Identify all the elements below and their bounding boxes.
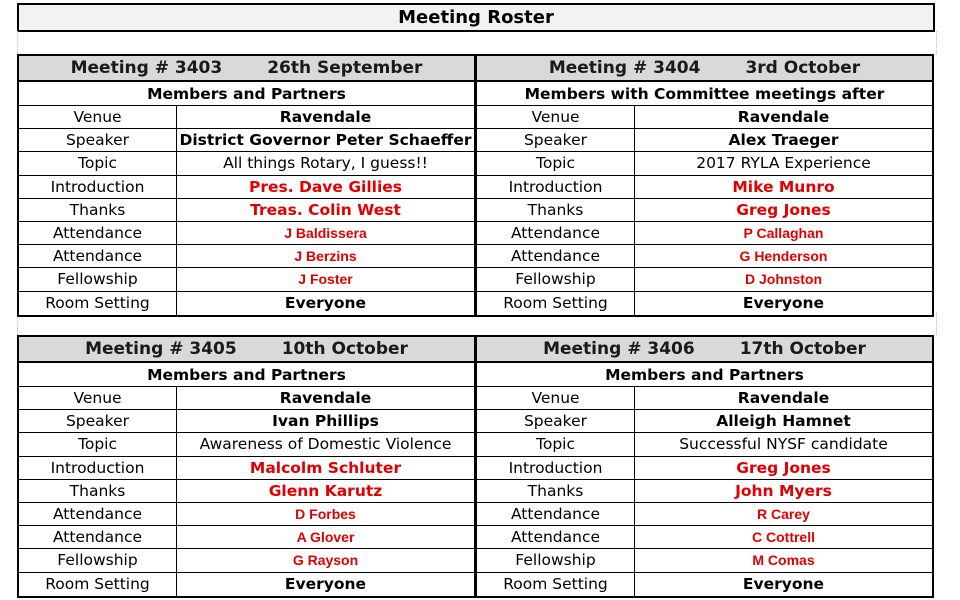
row-introduction	[19, 457, 474, 480]
label-introduction: Introduction	[477, 457, 635, 479]
meeting-block	[17, 335, 476, 598]
value-attendance-1: R Carey	[757, 506, 810, 523]
value-venue: Ravendale	[737, 108, 830, 127]
row-speaker	[19, 410, 474, 433]
value-introduction: Mike Munro	[732, 177, 835, 196]
value-attendance-2: C Cottrell	[752, 529, 815, 546]
label-venue: Venue	[19, 106, 177, 128]
value-thanks: Glenn Karutz	[268, 481, 383, 500]
label-attendance: Attendance	[19, 503, 177, 525]
value-speaker: Alex Traeger	[728, 131, 839, 150]
meeting-header	[477, 337, 932, 363]
meeting-date: 26th September	[267, 58, 423, 78]
row-attendance-1	[477, 222, 932, 245]
meeting-header	[19, 56, 474, 82]
label-speaker: Speaker	[477, 129, 635, 151]
row-venue	[477, 387, 932, 410]
label-attendance: Attendance	[19, 526, 177, 548]
label-speaker: Speaker	[477, 410, 635, 432]
value-fellowship: D Johnston	[745, 271, 822, 288]
row-speaker	[477, 129, 932, 152]
label-thanks: Thanks	[477, 199, 635, 221]
row-room-setting	[19, 292, 474, 315]
value-attendance-1: J Baldissera	[284, 225, 367, 242]
row-topic	[19, 152, 474, 175]
row-speaker	[477, 410, 932, 433]
label-room-setting: Room Setting	[19, 573, 177, 596]
value-venue: Ravendale	[279, 108, 372, 127]
row-attendance-2	[19, 526, 474, 549]
value-venue: Ravendale	[279, 389, 372, 408]
label-introduction: Introduction	[19, 176, 177, 198]
value-room-setting: Everyone	[284, 575, 367, 594]
value-thanks: Treas. Colin West	[250, 200, 401, 219]
value-introduction: Pres. Dave Gillies	[248, 177, 403, 196]
label-attendance: Attendance	[477, 222, 635, 244]
label-topic: Topic	[477, 152, 635, 174]
label-topic: Topic	[477, 433, 635, 455]
value-speaker: District Governor Peter Schaeffer	[179, 131, 472, 150]
row-venue	[19, 106, 474, 129]
meeting-number: Meeting # 3406	[543, 339, 695, 359]
label-thanks: Thanks	[477, 480, 635, 502]
row-introduction	[19, 176, 474, 199]
row-attendance-1	[19, 222, 474, 245]
row-thanks	[19, 480, 474, 503]
meeting-date: 17th October	[739, 339, 866, 359]
label-fellowship: Fellowship	[477, 268, 635, 290]
row-attendance-1	[19, 503, 474, 526]
label-venue: Venue	[19, 387, 177, 409]
row-fellowship	[19, 268, 474, 291]
meeting-number: Meeting # 3405	[85, 339, 237, 359]
value-topic: Awareness of Domestic Violence	[199, 435, 452, 454]
row-attendance-1	[477, 503, 932, 526]
meeting-number: Meeting # 3403	[70, 58, 223, 78]
value-topic: Successful NYSF candidate	[679, 435, 888, 454]
row-attendance-2	[477, 526, 932, 549]
label-room-setting: Room Setting	[19, 292, 177, 315]
meeting-subtitle: Members and Partners	[19, 363, 474, 387]
row-attendance-2	[19, 245, 474, 268]
label-attendance: Attendance	[477, 526, 635, 548]
value-topic: 2017 RYLA Experience	[696, 154, 871, 173]
label-venue: Venue	[477, 106, 635, 128]
meeting-block	[475, 54, 934, 317]
value-attendance-2: A Glover	[296, 529, 355, 546]
row-venue	[19, 387, 474, 410]
value-introduction: Malcolm Schluter	[249, 458, 402, 477]
row-room-setting	[477, 292, 932, 315]
label-fellowship: Fellowship	[19, 549, 177, 571]
label-thanks: Thanks	[19, 199, 177, 221]
label-attendance: Attendance	[19, 222, 177, 244]
spacer	[17, 31, 937, 54]
row-room-setting	[19, 573, 474, 596]
row-room-setting	[477, 573, 932, 596]
value-speaker: Alleigh Hamnet	[716, 412, 851, 431]
row-thanks	[477, 199, 932, 222]
row-topic	[477, 433, 932, 456]
value-fellowship: M Comas	[752, 552, 815, 569]
value-room-setting: Everyone	[742, 294, 825, 313]
label-attendance: Attendance	[477, 503, 635, 525]
row-introduction	[477, 457, 932, 480]
label-topic: Topic	[19, 152, 177, 174]
meeting-subtitle: Members and Partners	[19, 82, 474, 106]
value-attendance-2: G Henderson	[739, 248, 828, 265]
label-fellowship: Fellowship	[477, 549, 635, 571]
row-topic	[477, 152, 932, 175]
value-thanks: Greg Jones	[736, 200, 831, 219]
row-fellowship	[477, 268, 932, 291]
label-speaker: Speaker	[19, 129, 177, 151]
value-fellowship: G Rayson	[292, 552, 359, 569]
label-room-setting: Room Setting	[477, 292, 635, 315]
value-room-setting: Everyone	[284, 294, 367, 313]
label-introduction: Introduction	[477, 176, 635, 198]
roster-title: Meeting Roster	[17, 3, 935, 32]
meeting-subtitle: Members with Committee meetings after	[477, 82, 932, 106]
value-venue: Ravendale	[737, 389, 830, 408]
row-introduction	[477, 176, 932, 199]
meeting-subtitle: Members and Partners	[477, 363, 932, 387]
value-fellowship: J Foster	[298, 271, 353, 288]
label-attendance: Attendance	[477, 245, 635, 267]
value-topic: All things Rotary, I guess!!	[223, 154, 428, 173]
meeting-block	[17, 54, 476, 317]
label-fellowship: Fellowship	[19, 268, 177, 290]
row-attendance-2	[477, 245, 932, 268]
meeting-date: 3rd October	[745, 58, 861, 78]
label-room-setting: Room Setting	[477, 573, 635, 596]
label-venue: Venue	[477, 387, 635, 409]
value-room-setting: Everyone	[742, 575, 825, 594]
value-attendance-1: D Forbes	[295, 506, 356, 523]
label-attendance: Attendance	[19, 245, 177, 267]
meeting-number: Meeting # 3404	[548, 58, 701, 78]
label-speaker: Speaker	[19, 410, 177, 432]
label-thanks: Thanks	[19, 480, 177, 502]
value-speaker: Ivan Phillips	[272, 412, 379, 431]
row-fellowship	[19, 549, 474, 572]
meeting-date: 10th October	[281, 339, 408, 359]
meeting-header	[19, 337, 474, 363]
value-attendance-1: P Callaghan	[743, 225, 824, 242]
row-topic	[19, 433, 474, 456]
meeting-block	[475, 335, 934, 598]
row-fellowship	[477, 549, 932, 572]
value-attendance-2: J Berzins	[294, 248, 357, 265]
row-venue	[477, 106, 932, 129]
label-introduction: Introduction	[19, 457, 177, 479]
row-speaker	[19, 129, 474, 152]
value-thanks: John Myers	[735, 481, 832, 500]
label-topic: Topic	[19, 433, 177, 455]
value-introduction: Greg Jones	[736, 458, 831, 477]
row-thanks	[477, 480, 932, 503]
meeting-header	[477, 56, 932, 82]
row-thanks	[19, 199, 474, 222]
